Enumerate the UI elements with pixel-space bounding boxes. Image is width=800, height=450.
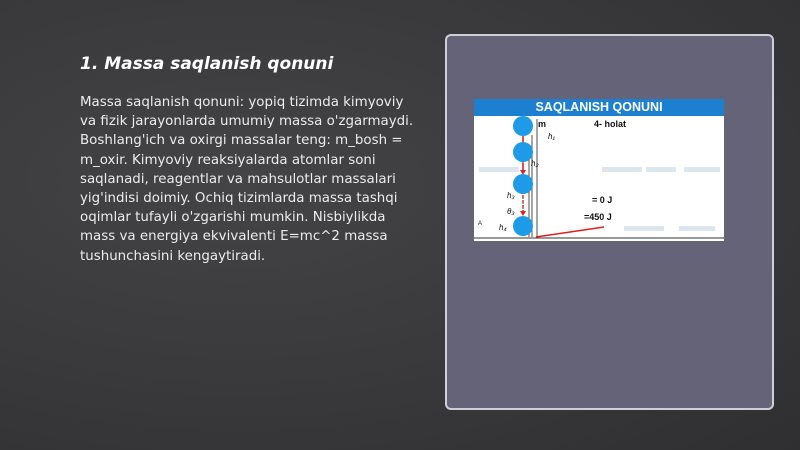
- energy-value-1: = 0 J: [592, 195, 613, 205]
- slide-title: 1. Massa saqlanish qonuni: [80, 54, 334, 74]
- diagram-header: SAQLANISH QONUNI: [474, 99, 724, 116]
- watermark-mark: [679, 226, 715, 231]
- height-label-4: h₄: [499, 223, 507, 232]
- corner-label: A: [478, 221, 483, 227]
- energy-value-2: =450 J: [584, 212, 612, 222]
- mass-label: m: [538, 119, 547, 129]
- watermark-mark: [479, 167, 519, 172]
- motion-arrowhead: [520, 211, 526, 216]
- ball-position-3: [513, 174, 533, 194]
- watermark-mark: [684, 167, 720, 172]
- height-label-3: h₃: [507, 191, 515, 200]
- angle-label: θ₃: [507, 207, 515, 216]
- conservation-diagram-image: [474, 99, 724, 241]
- state-label: 4- holat: [594, 119, 627, 129]
- ball-position-4: [513, 216, 533, 236]
- height-label-2: h₂: [531, 159, 539, 168]
- watermark-mark: [602, 167, 642, 172]
- watermark-mark: [646, 167, 676, 172]
- ball-position-1: [513, 116, 533, 136]
- energy-indicator-line: [536, 227, 604, 237]
- watermark-mark: [624, 226, 664, 231]
- height-label-1: h₁: [548, 132, 555, 141]
- ball-position-2: [513, 142, 533, 162]
- slide-body-text: Massa saqlanish qonuni: yopiq tizimda kimyoviy va fizik jarayonlarda umumiy massa o'zgarmaydi. Boshlang'ich va oxirgi massalar teng: m_bosh = m_oxir. Kimyoviy reaksiyalarda atomlar soni saqlanadi, reagentlar va mahsulotlar massalari yig'indisi doimiy. Ochiq tizimlarda massa tashqi oqimlar tufayli o'zgarishi mumkin. Nisbiylikda mass va energiya ekvivalenti E=mc^2 massa tushunchasini kengaytiradi.: [80, 95, 414, 264]
